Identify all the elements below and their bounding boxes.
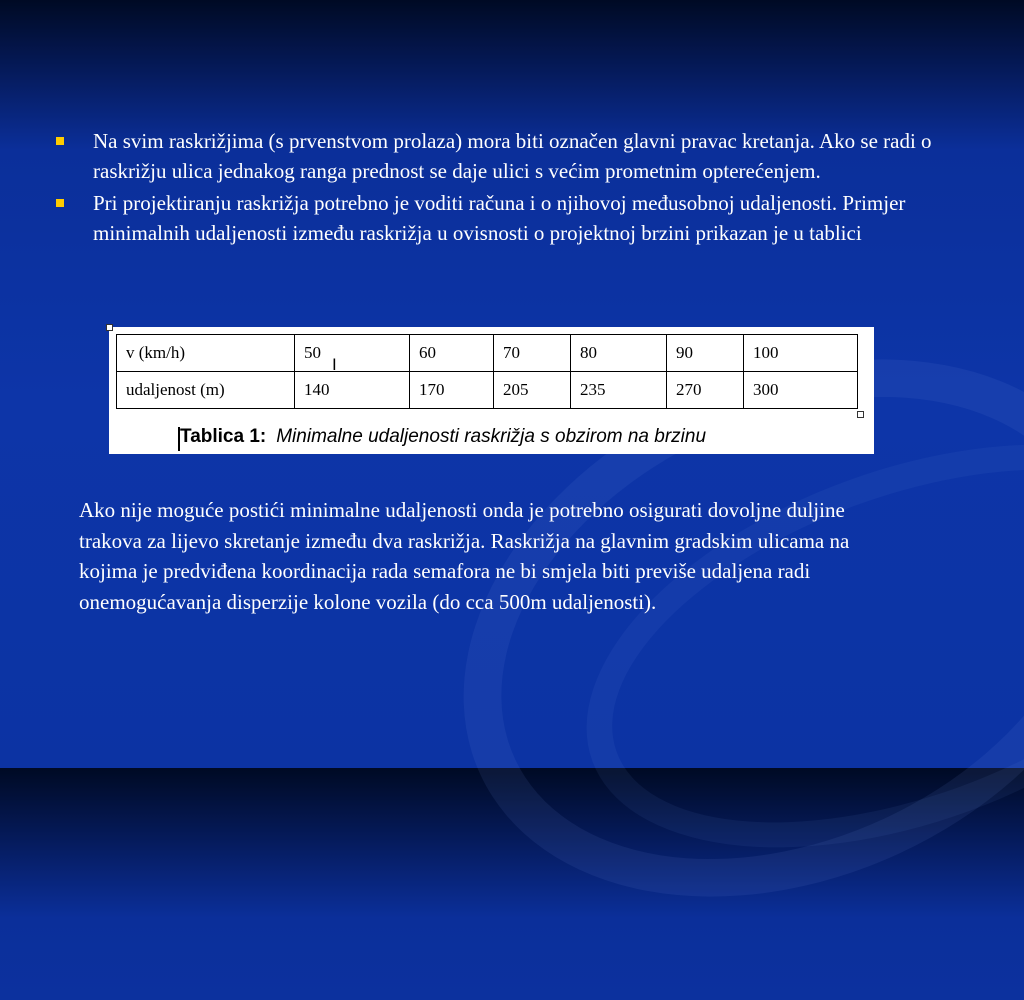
table-row: [117, 335, 858, 372]
bullet-item[interactable]: [52, 188, 972, 248]
bullet-list: [52, 126, 972, 250]
table-row: [117, 372, 858, 409]
table-cell: v (km/h): [117, 335, 295, 372]
text-cursor-icon: I: [332, 355, 337, 374]
table-caption: [180, 426, 706, 448]
table-cell: 300: [744, 372, 858, 409]
table-cell: 235: [571, 372, 667, 409]
table-cell: 140: [295, 372, 410, 409]
table-figure[interactable]: [109, 327, 874, 454]
table-cell: 170: [410, 372, 494, 409]
resize-handle[interactable]: [857, 411, 864, 418]
bullet-item[interactable]: [52, 126, 972, 186]
table-cell: 50: [295, 335, 410, 372]
bullet-text: Na svim raskrižjima (s prvenstvom prolaza) mora biti označen glavni pravac kretanja. Ako se radi o raskrižju ulica jednakog ranga prednost se daje ulici s većim prometnim opterećenjem.: [93, 129, 932, 183]
table-cell: 60: [410, 335, 494, 372]
table-cell: 90: [667, 335, 744, 372]
square-bullet-icon: [56, 137, 64, 145]
speed-distance-table: [116, 334, 858, 409]
caption-text: Minimalne udaljenosti raskrižja s obzirom na brzinu: [276, 426, 707, 447]
table-cell: udaljenost (m): [117, 372, 295, 409]
table-cell: 205: [494, 372, 571, 409]
table-cell: 80: [571, 335, 667, 372]
bullet-text: Pri projektiranju raskrižja potrebno je voditi računa i o njihovoj međusobnoj udaljenosti. Primjer minimalnih udaljenosti između raskrižja u ovisnosti o projektnoj brzini prikazan je u tablici: [93, 191, 906, 245]
table-cell: 270: [667, 372, 744, 409]
caption-label: Tablica 1:: [180, 426, 267, 447]
table-cell: 70: [494, 335, 571, 372]
body-paragraph: Ako nije moguće postići minimalne udaljenosti onda je potrebno osigurati dovoljne duljine trakova za lijevo skretanje između dva raskrižja. Raskrižja na glavnim gradskim ulicama na kojima je predviđena koordinacija rada semafora ne bi smjela biti previše udaljena radi onemogućavanja disperzije kolone vozila (do cca 500m udaljenosti).: [79, 498, 850, 614]
resize-handle[interactable]: [106, 324, 113, 331]
table-cell: 100: [744, 335, 858, 372]
square-bullet-icon: [56, 199, 64, 207]
